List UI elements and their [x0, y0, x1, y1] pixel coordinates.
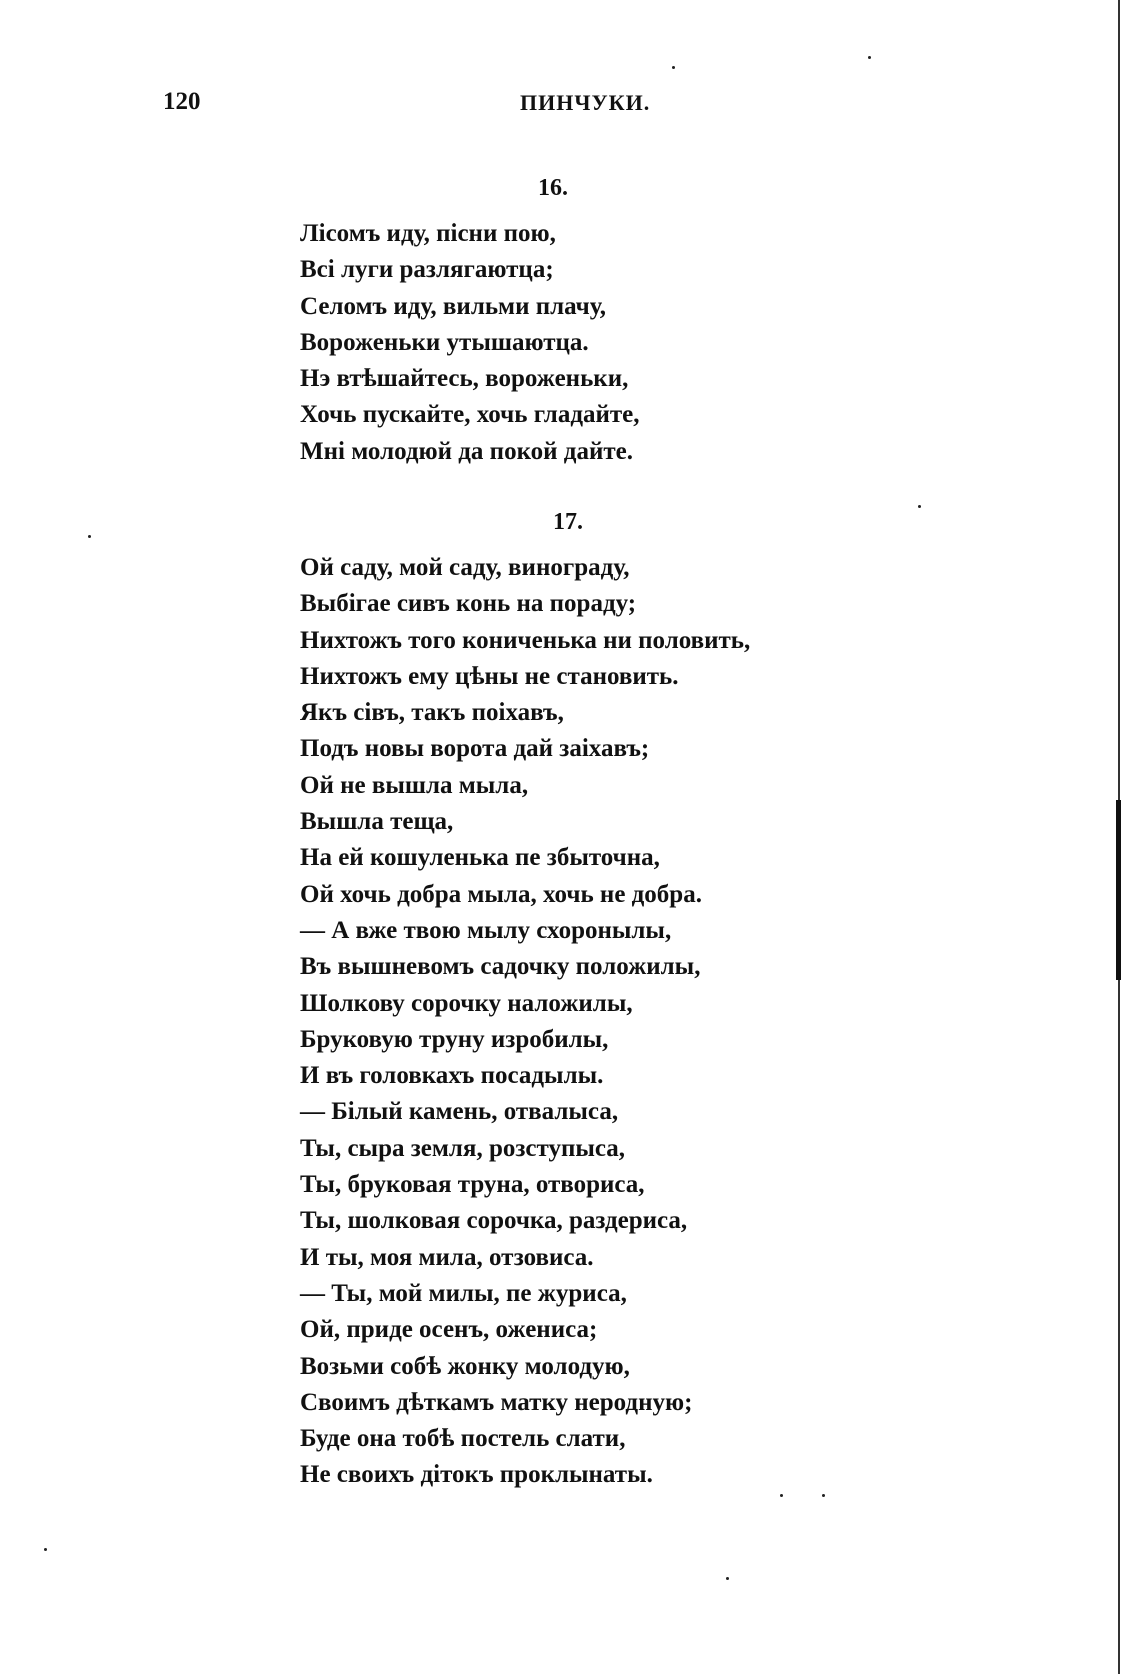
- poem-line: Въ вышневомъ садочку положилы,: [300, 953, 701, 981]
- page-header: [0, 88, 1140, 128]
- scan-speck: [822, 1494, 825, 1497]
- running-head: ПИНЧУКИ.: [520, 90, 651, 115]
- poem-line: Ты, бруковая труна, отвориса,: [300, 1171, 645, 1199]
- poem-16: [300, 168, 860, 470]
- poem-line: На ей кошуленька пе збыточна,: [300, 844, 660, 872]
- poem-line: Возьми собѣ жонку молодую,: [300, 1352, 630, 1380]
- poem-line: Хочь пускайте, хочь гладайте,: [300, 401, 640, 429]
- scan-speck: [672, 66, 675, 69]
- poem-lines: [300, 216, 860, 470]
- poem-line: Ой саду, мой саду, винограду,: [300, 554, 630, 581]
- scan-speck: [918, 505, 921, 508]
- page-number: 120: [163, 88, 201, 115]
- poem-line: Вороженьки утышаютца.: [300, 328, 589, 356]
- poem-line: И въ головкахъ посадылы.: [300, 1062, 604, 1090]
- poem-number: 17.: [553, 509, 583, 535]
- poem-line: Ой, приде осенъ, ожениса;: [300, 1316, 598, 1344]
- poem-line: Нэ втѣшайтесь, вороженьки,: [300, 365, 629, 393]
- poem-line: Бруковую труну изробилы,: [300, 1025, 609, 1053]
- poem-line: Якъ сівъ, такъ поіхавъ,: [300, 699, 564, 727]
- poem-line: Ой хочь добра мыла, хочь не добра.: [300, 880, 702, 908]
- poem-lines: [300, 550, 860, 1494]
- poem-line: — Білый камень, отвалыса,: [300, 1098, 619, 1126]
- scan-speck: [88, 535, 91, 538]
- poem-line: — Ты, мой милы, пе журиса,: [300, 1279, 627, 1307]
- poem-line: Ты, шолковая сорочка, раздериса,: [300, 1207, 688, 1235]
- poem-line: Селомъ иду, вильми плачу,: [300, 292, 607, 320]
- poem-line: Шолкову сорочку наложилы,: [300, 989, 633, 1017]
- poem-line: — А вже твою мылу схоронылы,: [300, 916, 672, 944]
- poem-line: Мні молодюй да покой дайте.: [300, 437, 633, 465]
- scan-speck: [44, 1548, 47, 1551]
- poem-line: Ой не вышла мыла,: [300, 771, 529, 799]
- poem-line: Выбігае сивъ конь на пораду;: [300, 590, 637, 618]
- poem-line: Не своихъ дітокъ проклынаты.: [300, 1461, 653, 1489]
- poem-line: Вышла теща,: [300, 808, 454, 836]
- poem-line: Нихтожъ ему цѣны не становить.: [300, 662, 679, 690]
- page-edge-shadow: [1116, 800, 1121, 980]
- scan-speck: [780, 1494, 783, 1497]
- poem-number: 16.: [538, 175, 568, 201]
- poem-line: И ты, моя мила, отзовиса.: [300, 1243, 594, 1271]
- poem-line: Буде она тобѣ постель слати,: [300, 1425, 626, 1453]
- scan-speck: [726, 1577, 729, 1580]
- poem-line: Ты, сыра земля, розступыса,: [300, 1134, 626, 1162]
- poem-line: Лісомъ иду, пісни пою,: [300, 220, 556, 247]
- poem-line: Подъ новы ворота дай заіхавъ;: [300, 735, 650, 763]
- poem-line: Всі луги разлягаютца;: [300, 256, 554, 284]
- poem-17: [300, 502, 860, 1494]
- poem-line: Нихтожъ того кониченька ни половить,: [300, 626, 751, 654]
- scan-speck: [868, 56, 871, 59]
- poem-line: Своимъ дѣткамъ матку неродную;: [300, 1388, 693, 1416]
